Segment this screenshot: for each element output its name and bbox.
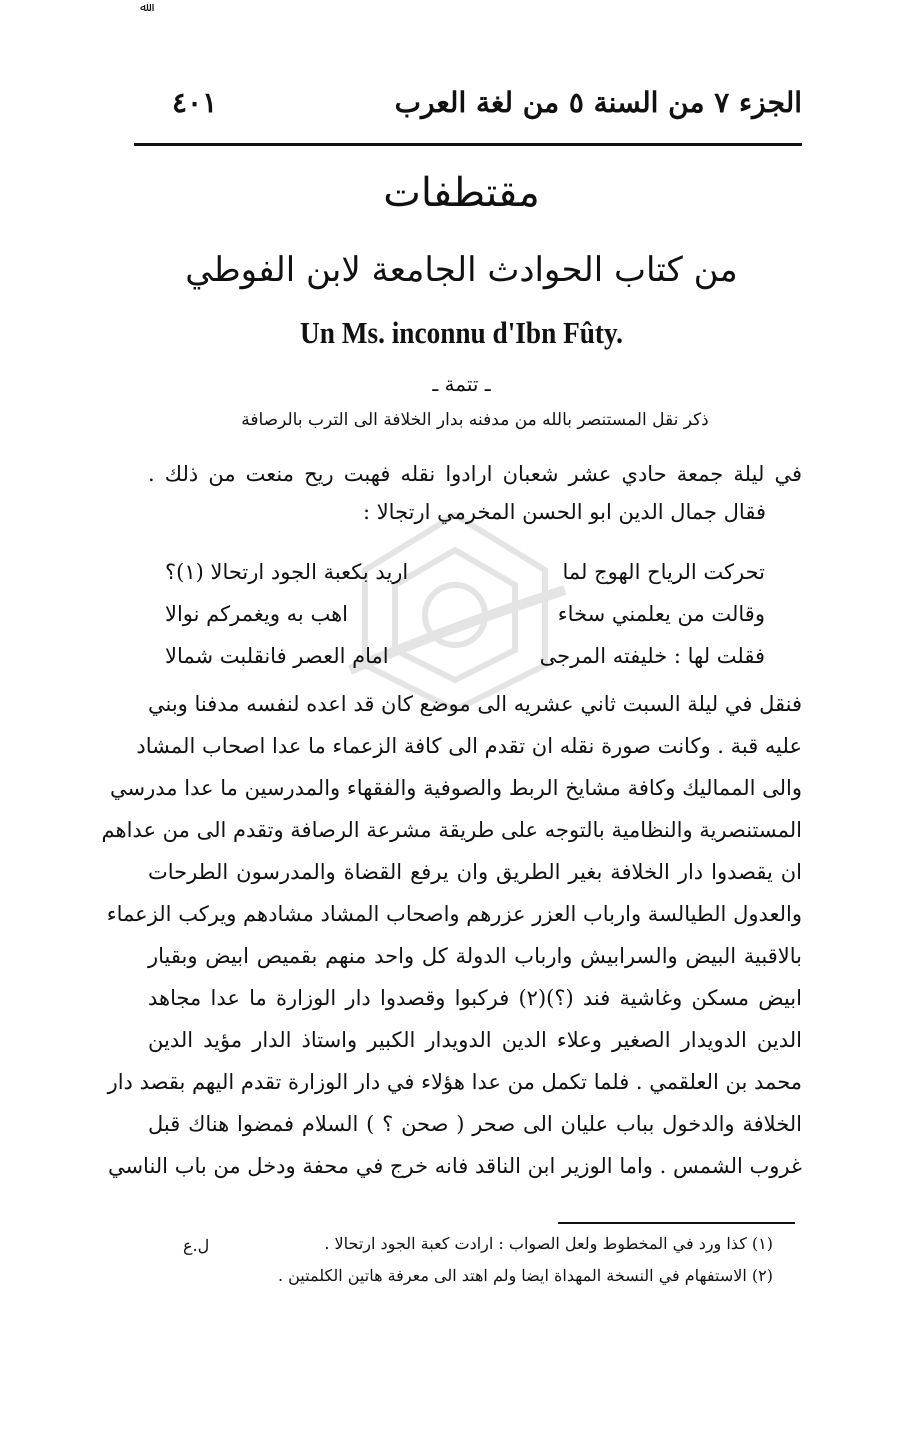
header-rule [134, 143, 802, 146]
footnote: (٢) الاستفهام في النسخة المهداة ايضا ولم اهتد الى معرفة هاتين الكلمتين . [277, 1266, 773, 1285]
section-heading: ذكر نقل المستنصر بالله من مدفنه بدار الخلافة الى الترب بالرصافة [241, 410, 709, 430]
paragraph-line: فنقل في ليلة السبت ثاني عشريه الى موضع كان قد اعده لنفسه مدفنا وبني [148, 692, 802, 716]
verse-line [165, 560, 765, 592]
paragraph-line: والى المماليك وكافة مشايخ الربط والصوفية والفقهاء والمدرسين ما عدا مدرسي [110, 776, 802, 800]
subtitle-arabic: من كتاب الحوادث الجامعة لابن الفوطي [185, 250, 738, 290]
paragraph-line: الدين الدويدار الصغير وعلاء الدين الدويدار الكبير واستاذ الدار مؤيد الدين [148, 1028, 802, 1052]
verse-line [165, 602, 765, 634]
footnote-initials: ل.ع [183, 1236, 210, 1255]
paragraph-line: ابيض مسكن وغاشية فند (؟)(٢) فركبوا وقصدوا دار الوزارة ما عدا مجاهد [148, 986, 802, 1010]
intro-line: فقال جمال الدين ابو الحسن المخرمي ارتجالا : [362, 500, 766, 524]
verse-first-hemistich: وقالت من يعلمني سخاء [557, 602, 765, 626]
footnote-rule [558, 1222, 795, 1224]
verse-first-hemistich: تحركت الرياح الهوج لما [562, 560, 765, 584]
paragraph-line: بالاقبية البيض والسرابيش وارباب الدولة كل واحد منهم بقميص ابيض وبقيار [148, 944, 802, 968]
intro-text [148, 462, 802, 542]
paragraph-line: غروب الشمس . واما الوزير ابن الناقد فانه خرج في محفة ودخل من باب الناسي [107, 1154, 802, 1178]
subtitle-latin: Un Ms. inconnu d'Ibn Fûty. [300, 315, 623, 350]
page-title: مقتطفات [383, 170, 540, 216]
paragraph-line: عليه قبة . وكانت صورة نقله ان تقدم الى كافة الزعماء ما عدا اصحاب المشاد [136, 734, 802, 758]
verse-first-hemistich: فقلت لها : خليفته المرجى [539, 644, 765, 668]
paragraph-line: ان يقصدوا دار الخلافة بغير الطريق وان يرفع القضاة والمدرسون الطرحات [148, 860, 802, 884]
paragraph-line: الخلافة والدخول بباب عليان الى صحر ( صحن ؟ ) السلام فمضوا هناك قبل [148, 1112, 802, 1136]
paragraph-line: والعدول الطيالسة وارباب العزر عزرهم واصحاب المشاد مشادهم ويركب الزعماء [106, 902, 802, 926]
footnote: (١) كذا ورد في المخطوط ولعل الصواب : ارادت كعبة الجود ارتحالا . [324, 1234, 773, 1253]
paragraph-line: المستنصرية والنظامية بالتوجه على طريقة مشرعة الرصافة وتقدم الى من عداهم [101, 818, 802, 842]
corner-mark: ﷲ [140, 0, 148, 14]
page-number: ٤٠١ [172, 86, 218, 119]
intro-line: في ليلة جمعة حادي عشر شعبان ارادوا نقله فهبت ريح منعت من ذلك . [148, 462, 802, 486]
running-header-title: الجزء ٧ من السنة ٥ من لغة العرب [394, 86, 802, 119]
verse-second-hemistich: اريد بكعبة الجود ارتحالا (١)؟ [165, 560, 409, 584]
verse-second-hemistich: امام العصر فانقلبت شمالا [165, 644, 389, 668]
continued-label: ـ تتمة ـ [432, 372, 491, 396]
paragraph-line: محمد بن العلقمي . فلما تكمل من عدا هؤلاء في دار الوزارة تقدم اليهم بقصد دار [107, 1070, 802, 1094]
verse-second-hemistich: اهب به ويغمركم نوالا [165, 602, 348, 626]
running-header [134, 86, 802, 126]
verse-line [165, 644, 765, 676]
body-paragraph [101, 692, 802, 1212]
